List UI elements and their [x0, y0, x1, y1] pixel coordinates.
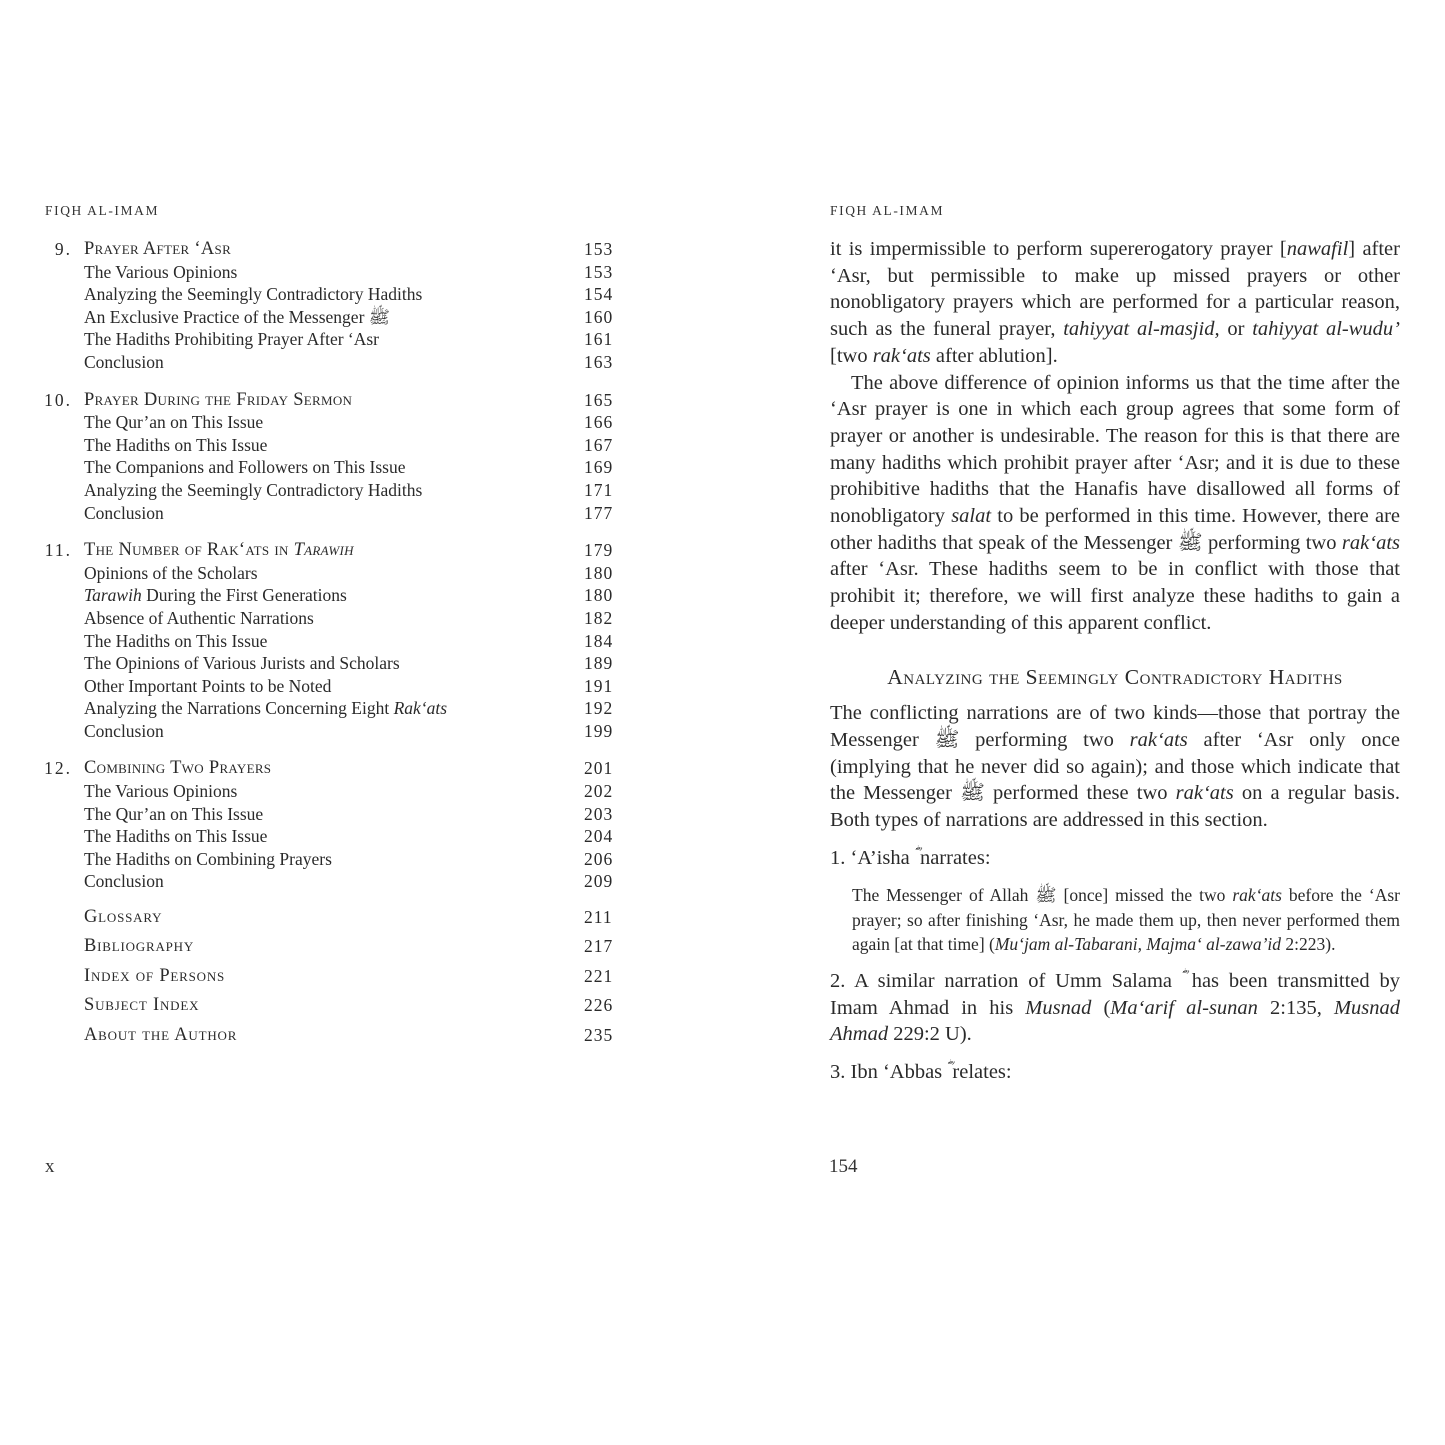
chapter-title: [84, 389, 352, 412]
table-of-contents: [0, 238, 720, 1050]
toc-section-entry[interactable]: [0, 411, 720, 434]
toc-page-number: 153: [584, 239, 614, 259]
toc-section-entry[interactable]: [0, 870, 720, 893]
section-title-text: Conclusion: [84, 351, 164, 372]
section-title-text: The Hadiths Prohibiting Prayer After ‘Asr: [84, 329, 380, 350]
toc-page-number: 202: [584, 781, 614, 802]
page-number: 154: [829, 1156, 858, 1177]
section-title: [84, 870, 164, 893]
block-quote: The Messenger of Allah ﷺ [once] missed the two rak‘ats before the ‘Asr prayer; so after finishing ‘Asr, he made them up, then never performed them again [at that time] (Mu‘jam al-Tabarani, Majma‘ al-zawa’id 2:223).: [852, 885, 1400, 954]
toc-page-number: 235: [584, 1024, 614, 1045]
section-title-text: The Opinions of Various Jurists and Scholars: [84, 653, 400, 674]
toc-page-number: 182: [584, 607, 614, 628]
section-title-text: The Qur’an on This Issue: [84, 803, 264, 824]
chapter-title-text: The Number of Rak‘ats in: [84, 540, 289, 561]
toc-section-entry[interactable]: [0, 848, 720, 871]
toc-chapter-entry[interactable]: [0, 539, 720, 562]
section-title-text: The Various Opinions: [84, 261, 238, 282]
toc-page-number: 206: [584, 848, 614, 869]
toc-section-entry[interactable]: [0, 562, 720, 585]
section-title-italic: Rak‘ats: [393, 698, 448, 719]
toc-section-entry[interactable]: [0, 697, 720, 720]
section-title: [84, 351, 164, 374]
toc-page-number: 201: [584, 758, 614, 779]
section-title: [84, 825, 267, 848]
chapter-title: [84, 539, 354, 562]
paragraph: The conflicting narrations are of two kinds—those that portray the Messenger ﷺ performing two rak‘ats after ‘Asr only once (implying that he never did so again); and those which indicate that the Messenger ﷺ performed these two rak‘ats on a regular basis. Both types of narrations are addressed in this section.: [830, 702, 1400, 832]
toc-chapter-entry[interactable]: [0, 238, 720, 261]
toc-section-entry[interactable]: [0, 502, 720, 525]
toc-section-entry[interactable]: [0, 630, 720, 653]
toc-section-entry[interactable]: [0, 825, 720, 848]
toc-section-entry[interactable]: [0, 328, 720, 351]
toc-page-number: 171: [584, 479, 614, 500]
toc-page-number: 191: [584, 675, 614, 696]
section-title: [84, 283, 422, 306]
toc-chapter: [0, 539, 720, 742]
toc-page-number: 154: [584, 284, 614, 305]
toc-back-matter-entry[interactable]: [0, 991, 720, 1020]
section-title: [84, 848, 332, 871]
section-title: [84, 697, 447, 720]
section-title: [84, 502, 164, 525]
chapter-title-italic: Tarawih: [293, 540, 354, 561]
toc-page-number: 165: [584, 389, 614, 410]
toc-page-number: 209: [584, 871, 614, 892]
chapter-title-text: Prayer During the Friday Sermon: [84, 389, 353, 410]
section-title-text: Conclusion: [84, 720, 164, 741]
toc-back-matter-entry[interactable]: [0, 962, 720, 991]
toc-page-number: 189: [584, 653, 614, 674]
toc-section-entry[interactable]: [0, 780, 720, 803]
toc-page-number: 199: [584, 720, 614, 741]
section-title-text: The Qur’an on This Issue: [84, 412, 264, 433]
section-title: [84, 630, 267, 653]
toc-page-number: 179: [584, 540, 614, 561]
toc-page-number: 221: [584, 965, 614, 986]
section-title-text: An Exclusive Practice of the Messenger ﷺ: [84, 306, 390, 327]
section-title-italic: Tarawih: [84, 585, 142, 606]
toc-section-entry[interactable]: [0, 803, 720, 826]
toc-page-number: 180: [584, 562, 614, 583]
section-title-text: The Hadiths on Combining Prayers: [84, 848, 332, 869]
toc-section-entry[interactable]: [0, 607, 720, 630]
back-matter-title: Subject Index: [84, 995, 200, 1016]
chapter-title-text: Combining Two Prayers: [84, 758, 272, 779]
left-page: [0, 0, 720, 1445]
toc-chapter: [0, 757, 720, 893]
chapter-number: 9.: [54, 239, 72, 259]
toc-chapter: [0, 238, 720, 374]
section-title-text: Opinions of the Scholars: [84, 562, 258, 583]
section-title-text: Analyzing the Seemingly Contradictory Hadiths: [84, 479, 423, 500]
toc-page-number: 177: [584, 502, 614, 523]
toc-chapter-entry[interactable]: [0, 757, 720, 780]
section-title-text: The Hadiths on This Issue: [84, 826, 268, 847]
toc-page-number: 217: [584, 936, 614, 957]
section-title: [84, 328, 379, 351]
section-title-text: Analyzing the Narrations Concerning Eight: [84, 698, 394, 719]
section-title: [84, 720, 164, 743]
section-title-text: The Various Opinions: [84, 781, 238, 802]
chapter-title: [84, 757, 271, 780]
toc-chapter: [0, 389, 720, 525]
toc-page-number: 153: [584, 261, 614, 282]
chapter-title-text: Prayer After ‘Asr: [84, 239, 232, 259]
toc-back-matter-entry[interactable]: [0, 932, 720, 961]
section-title-text: Analyzing the Seemingly Contradictory Hadiths: [84, 284, 423, 305]
numbered-item: 2. A similar narration of Umm Salama ؓ has been transmitted by Imam Ahmad in his Musnad (Ma‘arif al-sunan 2:135, Musnad Ahmad 229:2 U).: [830, 970, 1401, 1046]
chapter-number: 11.: [44, 540, 72, 561]
section-title: [84, 780, 237, 803]
toc-page-number: 203: [584, 803, 614, 824]
section-title-text: Conclusion: [84, 502, 164, 523]
toc-section-entry[interactable]: [0, 584, 720, 607]
toc-page-number: 204: [584, 826, 614, 847]
section-title-text: The Hadiths on This Issue: [84, 434, 268, 455]
back-matter-title: About the Author: [84, 1024, 238, 1045]
toc-section-entry[interactable]: [0, 351, 720, 374]
paragraph: The above difference of opinion informs us that the time after the ‘Asr prayer is one in which each group agrees that some form of prayer or another is undesirable. The reason for this is that there are many hadiths which prohibit prayer after ‘Asr; and it is due to these prohibitive hadiths that the Hanafis have disallowed all forms of nonobligatory salat to be performed in this time. However, there are other hadiths that speak of the Messenger ﷺ performing two rak‘ats after ‘Asr. These hadiths seem to be in conflict with those that prohibit it; therefore, we will first analyze these hadiths to gain a deeper understanding of this apparent conflict.: [830, 371, 1400, 634]
toc-section-entry[interactable]: [0, 456, 720, 479]
section-title-text: Conclusion: [84, 871, 164, 892]
toc-page-number: 226: [584, 995, 614, 1016]
toc-section-entry[interactable]: [0, 675, 720, 698]
chapter-number: 12.: [44, 758, 72, 779]
right-page: [722, 0, 1445, 1445]
section-title: [84, 607, 314, 630]
toc-section-entry[interactable]: [0, 434, 720, 457]
section-title-text: Other Important Points to be Noted: [84, 675, 332, 696]
toc-page-number: 192: [584, 698, 614, 719]
section-title: [84, 411, 263, 434]
section-title: [84, 562, 258, 585]
section-title-text: The Companions and Followers on This Issue: [84, 457, 406, 478]
toc-section-entry[interactable]: [0, 720, 720, 743]
toc-page-number: 184: [584, 630, 614, 651]
section-title: [84, 584, 347, 607]
toc-back-matter: [0, 903, 720, 1050]
toc-page-number: 161: [584, 329, 614, 350]
section-title: [84, 652, 400, 675]
toc-page-number: 163: [584, 351, 614, 372]
section-title: [84, 675, 331, 698]
toc-section-entry[interactable]: [0, 283, 720, 306]
chapter-title: [84, 238, 231, 261]
section-title: [84, 479, 422, 502]
section-title: [84, 456, 405, 479]
toc-section-entry[interactable]: [0, 652, 720, 675]
toc-page-number: 180: [584, 585, 614, 606]
toc-page-number: 169: [584, 457, 614, 478]
toc-section-entry[interactable]: [0, 261, 720, 284]
running-head: FIQH AL-IMAM: [830, 203, 945, 218]
back-matter-title: Glossary: [84, 907, 163, 928]
section-title: [84, 261, 237, 284]
paragraph: it is impermissible to perform supererogatory prayer [nawafil] after ‘Asr, but permissible to make up missed prayers or other nonobligatory prayers which are performed for a particular reason, such as the funeral prayer, tahiyyat al-masjid, or tahiyyat al-wudu’ [two rak‘ats after ablution].: [830, 238, 1401, 367]
toc-section-entry[interactable]: [0, 306, 720, 329]
numbered-item: 3. Ibn ‘Abbas ؓ relates:: [830, 1061, 1012, 1084]
toc-chapter-entry[interactable]: [0, 389, 720, 412]
toc-page-number: 211: [584, 907, 613, 928]
back-matter-title: Index of Persons: [84, 965, 226, 986]
section-title: [84, 434, 267, 457]
toc-back-matter-entry[interactable]: [0, 1021, 720, 1050]
page-number: x: [45, 1156, 55, 1177]
running-head: FIQH AL-IMAM: [45, 203, 160, 218]
section-heading: Analyzing the Seemingly Contradictory Hadiths: [887, 664, 1343, 689]
toc-section-entry[interactable]: [0, 479, 720, 502]
numbered-item: 1. ‘A’isha ؓ narrates:: [830, 846, 991, 869]
toc-back-matter-entry[interactable]: [0, 903, 720, 932]
toc-page-number: 166: [584, 412, 614, 433]
section-title-text: The Hadiths on This Issue: [84, 630, 268, 651]
chapter-number: 10.: [44, 389, 72, 410]
section-title-text: During the First Generations: [141, 585, 347, 606]
body-text: [830, 236, 1400, 1086]
section-title: [84, 306, 390, 329]
toc-page-number: 167: [584, 434, 614, 455]
section-title: [84, 803, 263, 826]
back-matter-title: Bibliography: [84, 936, 195, 957]
section-title-text: Absence of Authentic Narrations: [84, 607, 314, 628]
toc-page-number: 160: [584, 306, 614, 327]
